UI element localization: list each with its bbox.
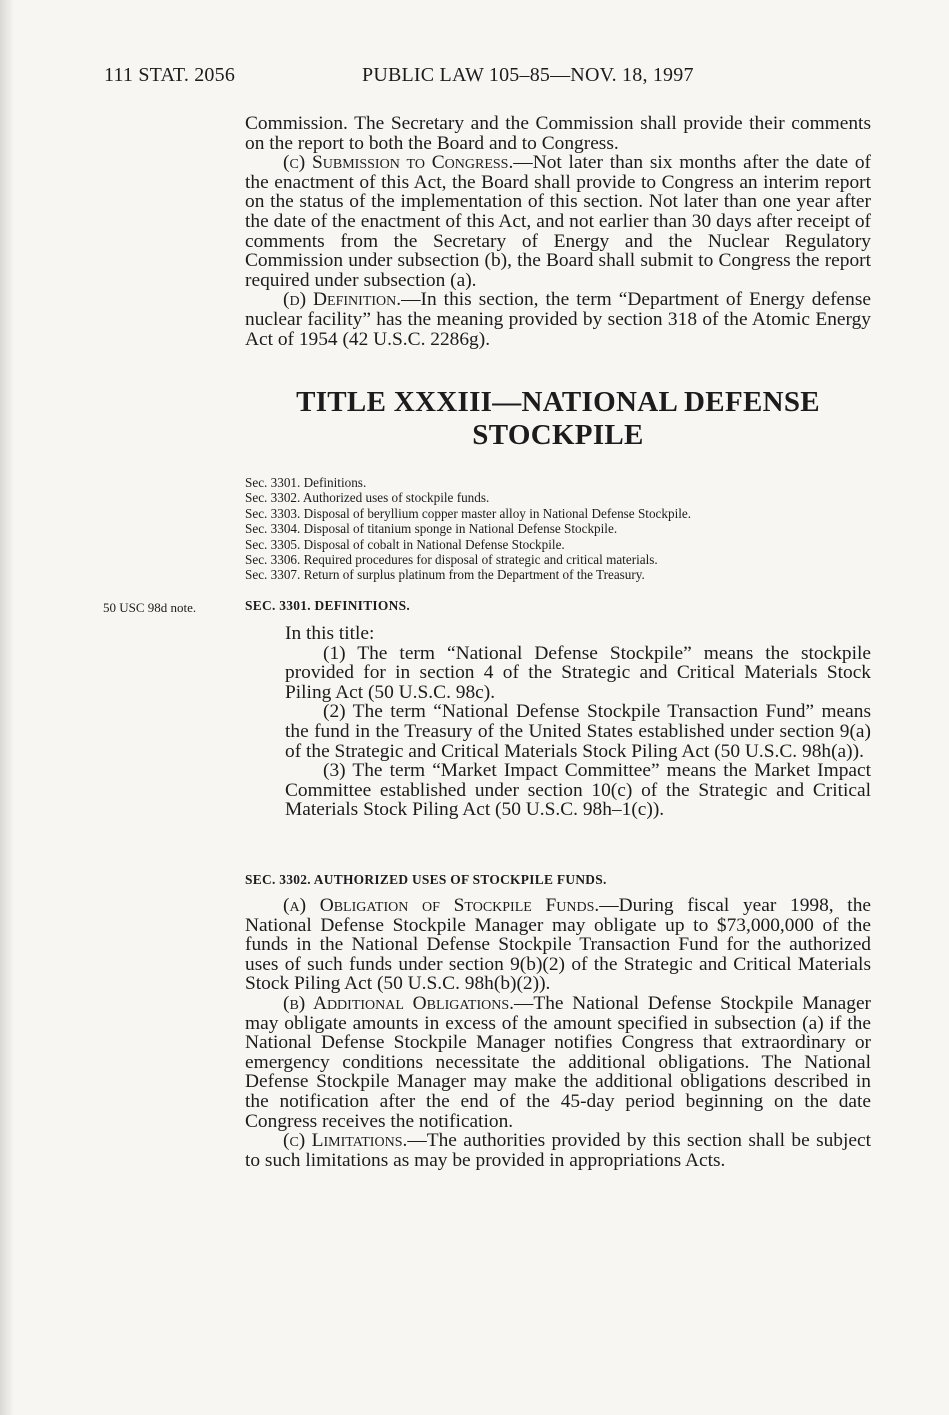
subsection-text: —During fiscal year 1998, the National Defense Stockpile Manager may obligate up to $73,000,000 of the funds in the National Defense Stockpile Transaction Fund for the authorized uses of such funds under section 9(b)(2) of the Strategic and Critical Materials Stock Piling Act (50 U.S.C. 98h(b)(2)). bbox=[245, 895, 871, 995]
toc-entry: Sec. 3307. Return of surplus platinum from the Department of the Treasury. bbox=[245, 567, 645, 583]
toc-entry: Sec. 3301. Definitions. bbox=[245, 475, 367, 490]
page-edge-shadow bbox=[0, 0, 14, 1415]
paragraph-definition bbox=[245, 290, 871, 349]
toc-entry: Sec. 3303. Disposal of beryllium copper master alloy in National Defense Stockpile. bbox=[245, 505, 692, 521]
subsection-c bbox=[245, 1131, 871, 1170]
subsection-a bbox=[245, 896, 871, 994]
subsection-heading: (c) Submission to Congress. bbox=[283, 152, 514, 174]
paragraph-submission-to-congress bbox=[245, 153, 871, 290]
title-line-1: TITLE XXXIII—NATIONAL DEFENSE bbox=[296, 386, 820, 418]
section-3302-heading: SEC. 3302. AUTHORIZED USES OF STOCKPILE FUNDS. bbox=[245, 872, 607, 887]
subsection-text: —The National Defense Stockpile Manager may obligate amounts in excess of the amount specified in subsection (a) if the National Defense Stockpile Manager notifies Congress that extraordinary or emergency conditions necessitate the additional obligations. The National Defense Stockpile Manager may make the additional obligations described in the notification after the end of the 45-day period beginning on the date Congress receives the notification. bbox=[245, 992, 872, 1132]
page-header bbox=[104, 64, 874, 92]
toc-entry: Sec. 3304. Disposal of titanium sponge in National Defense Stockpile. bbox=[245, 521, 618, 537]
statute-page-number: 111 STAT. 2056 bbox=[104, 64, 236, 86]
definition-2: (2) The term “National Defense Stockpile Transaction Fund” means the fund in the Treasury of the United States established under section 9(a) of the Strategic and Critical Materials Stock Piling Act (50 U.S.C. 98h(a)). bbox=[285, 701, 871, 762]
subsection-text: —In this section, the term “Department of Energy defense nuclear facility” has the meaning provided by section 318 of the Atomic Energy Act of 1954 (42 U.S.C. 2286g). bbox=[245, 289, 871, 350]
toc-entry: Sec. 3305. Disposal of cobalt in National Defense Stockpile. bbox=[245, 536, 565, 552]
subsection-heading: (b) Additional Obligations. bbox=[283, 992, 514, 1014]
definitions-intro: In this title: bbox=[285, 623, 375, 644]
table-of-contents bbox=[245, 475, 885, 583]
title-line-2: STOCKPILE bbox=[472, 419, 644, 451]
section-3301-body bbox=[285, 624, 871, 820]
section-3301-heading: SEC. 3301. DEFINITIONS. bbox=[245, 598, 411, 613]
title-heading bbox=[245, 386, 871, 452]
section-continuation bbox=[245, 114, 871, 349]
subsection-text: —The authorities provided by this section shall be subject to such limitations as may be provided in appropriations Acts. bbox=[245, 1130, 871, 1171]
definition-3: (3) The term “Market Impact Committee” means the Market Impact Committee established under section 10(c) of the Strategic and Critical Materials Stock Piling Act (50 U.S.C. 98h–1(c)). bbox=[285, 760, 871, 821]
subsection-text: —Not later than six months after the date of the enactment of this Act, the Board shall provide to Congress an interim report on the status of the implementation of this section. Not later than one year after the date of the enactment of this Act, and not earlier than 30 days after receipt of comments from the Secretary of Energy and the Nuclear Regulatory Commission under subsection (b), the Board shall submit to Congress the report required under subsection (a). bbox=[245, 152, 871, 291]
definition-1: (1) The term “National Defense Stockpile” means the stockpile provided for in section 4 of the Strategic and Critical Materials Stock Piling Act (50 U.S.C. 98c). bbox=[285, 642, 871, 703]
subsection-heading: (d) Definition. bbox=[283, 289, 402, 311]
subsection-heading: (c) Limitations. bbox=[283, 1130, 408, 1152]
margin-note: 50 USC 98d note. bbox=[103, 600, 197, 615]
subsection-heading: (a) Obligation of Stockpile Funds. bbox=[283, 895, 600, 916]
subsection-b bbox=[245, 994, 871, 1131]
paragraph-commission: Commission. The Secretary and the Commission shall provide their comments on the report to both the Board and to Congress. bbox=[245, 113, 871, 154]
public-law-running-head: PUBLIC LAW 105–85—NOV. 18, 1997 bbox=[362, 64, 694, 86]
toc-entry: Sec. 3302. Authorized uses of stockpile funds. bbox=[245, 490, 490, 506]
section-3302-body bbox=[245, 896, 871, 1170]
toc-entry: Sec. 3306. Required procedures for disposal of strategic and critical materials. bbox=[245, 552, 658, 568]
